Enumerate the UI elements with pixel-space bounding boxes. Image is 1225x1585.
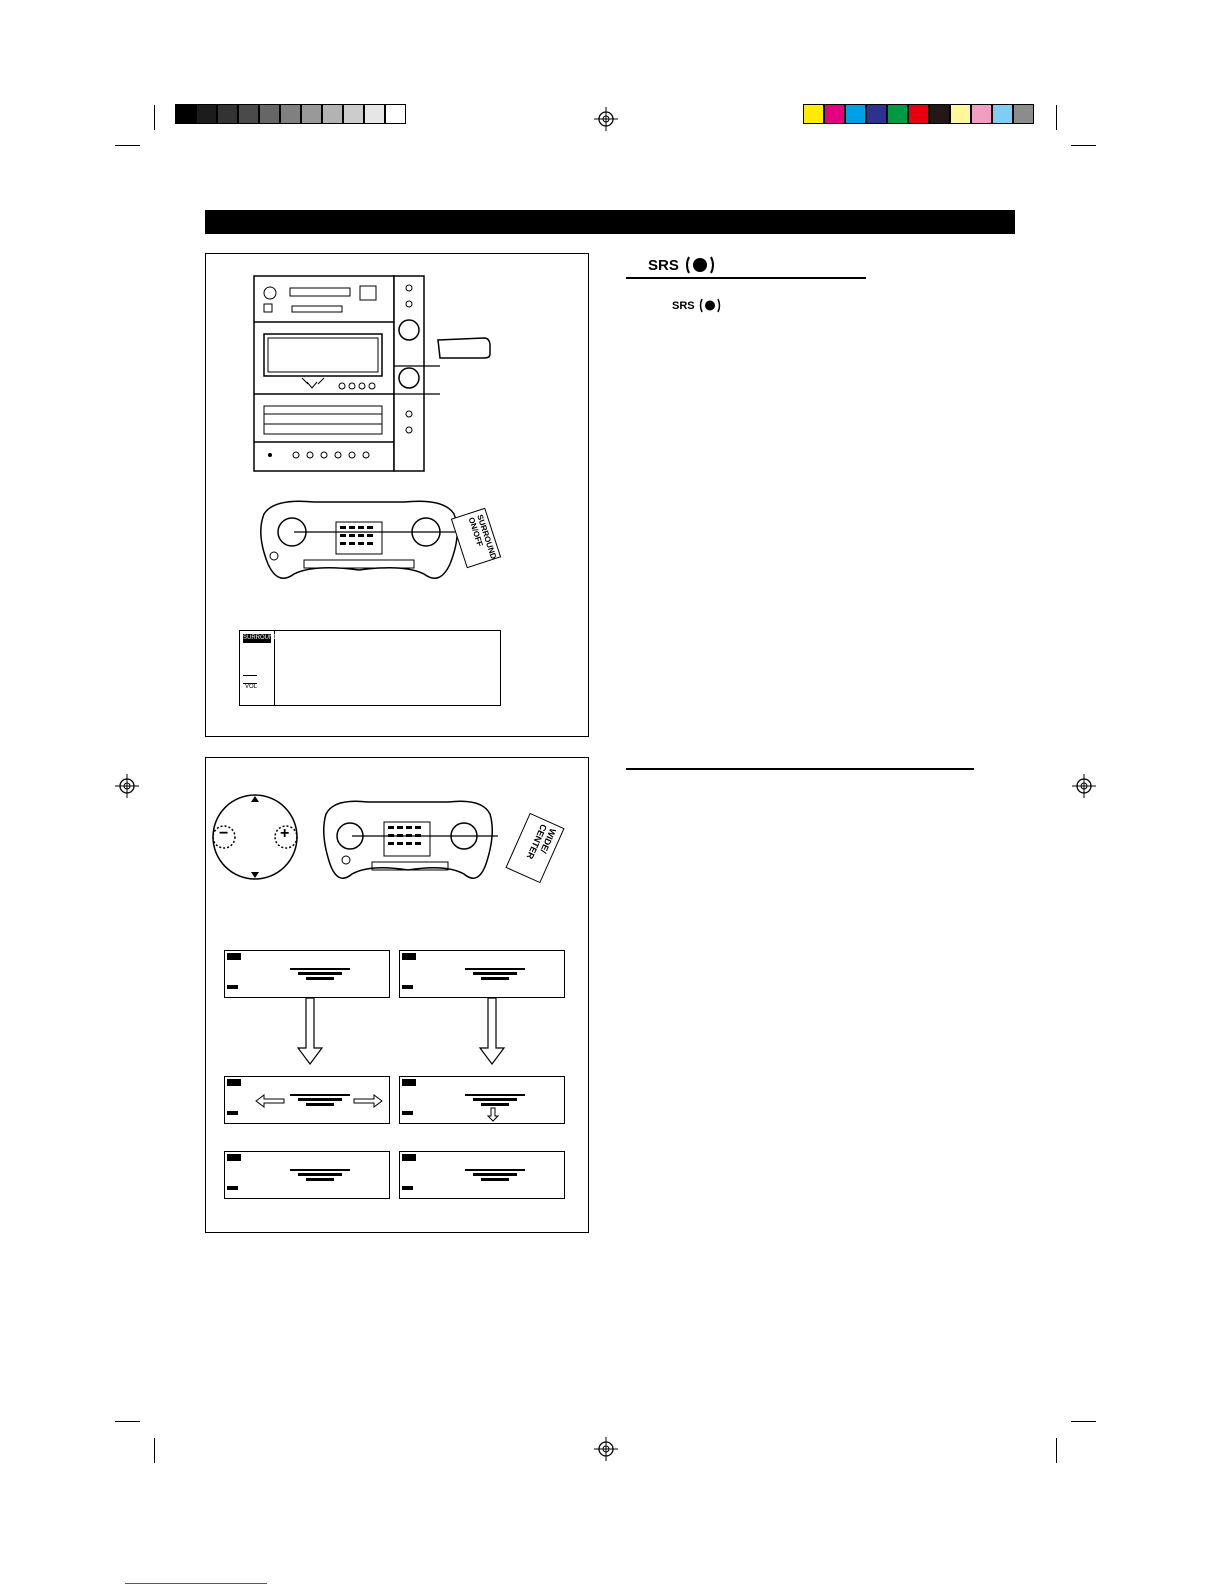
crop-mark (1071, 1421, 1096, 1422)
srs-heading-rule (626, 277, 866, 279)
wide-center-key-label: WIDE/ CENTER (524, 822, 558, 861)
gray-swatch (217, 104, 238, 124)
color-swatch (824, 104, 845, 124)
color-swatch (845, 104, 866, 124)
registration-target-icon (594, 107, 618, 131)
crop-mark (1071, 145, 1096, 146)
display-vol-bars (243, 675, 257, 684)
dial-minus-label: − (219, 825, 229, 842)
dial-plus-label: + (280, 825, 290, 842)
color-swatch (929, 104, 950, 124)
color-swatch (887, 104, 908, 124)
pointer-key-icon (436, 336, 492, 360)
color-swatch (992, 104, 1013, 124)
color-swatch (971, 104, 992, 124)
gray-swatch (280, 104, 301, 124)
crop-mark (1056, 105, 1057, 130)
display-vol-text: VOL (245, 684, 258, 690)
surround-key-label: SURROUND ON/OFF (466, 513, 499, 561)
gray-swatch (322, 104, 343, 124)
gray-swatch (301, 104, 322, 124)
color-swatch (1013, 104, 1034, 124)
gray-swatch (364, 104, 385, 124)
footer-link-underline (125, 1583, 267, 1584)
crop-mark (154, 1438, 155, 1463)
color-swatch (866, 104, 887, 124)
srs-inline-text: SRS (672, 300, 695, 312)
srs-heading-logo (648, 257, 679, 274)
gray-swatch (196, 104, 217, 124)
color-swatch (908, 104, 929, 124)
remote-control-illustration (254, 494, 464, 594)
wide-center-illustration-panel (205, 757, 589, 1233)
gray-swatch (385, 104, 406, 124)
srs-circle-icon (684, 255, 716, 275)
section-rule (626, 768, 974, 770)
registration-target-icon (1072, 774, 1096, 798)
display-surround-tab (243, 634, 278, 643)
registration-target-icon (115, 774, 139, 798)
color-swatch (803, 104, 824, 124)
gray-swatch (238, 104, 259, 124)
registration-target-icon (594, 1437, 618, 1461)
display-segments (206, 758, 590, 1234)
display-panel (239, 630, 501, 706)
crop-mark (115, 145, 140, 146)
srs-circle-icon (698, 298, 722, 313)
srs-heading-text: SRS (648, 257, 679, 274)
gray-swatch (175, 104, 196, 124)
crop-mark (1056, 1438, 1057, 1463)
gray-swatch (343, 104, 364, 124)
gray-swatch (259, 104, 280, 124)
surround-illustration-panel (205, 253, 589, 737)
display-surround-text: SURROUND (243, 635, 278, 641)
color-swatch (950, 104, 971, 124)
stereo-unit-illustration (252, 274, 542, 474)
section-header-bar (205, 210, 1015, 234)
srs-inline-logo (672, 300, 695, 312)
crop-mark (154, 105, 155, 130)
crop-mark (115, 1421, 140, 1422)
